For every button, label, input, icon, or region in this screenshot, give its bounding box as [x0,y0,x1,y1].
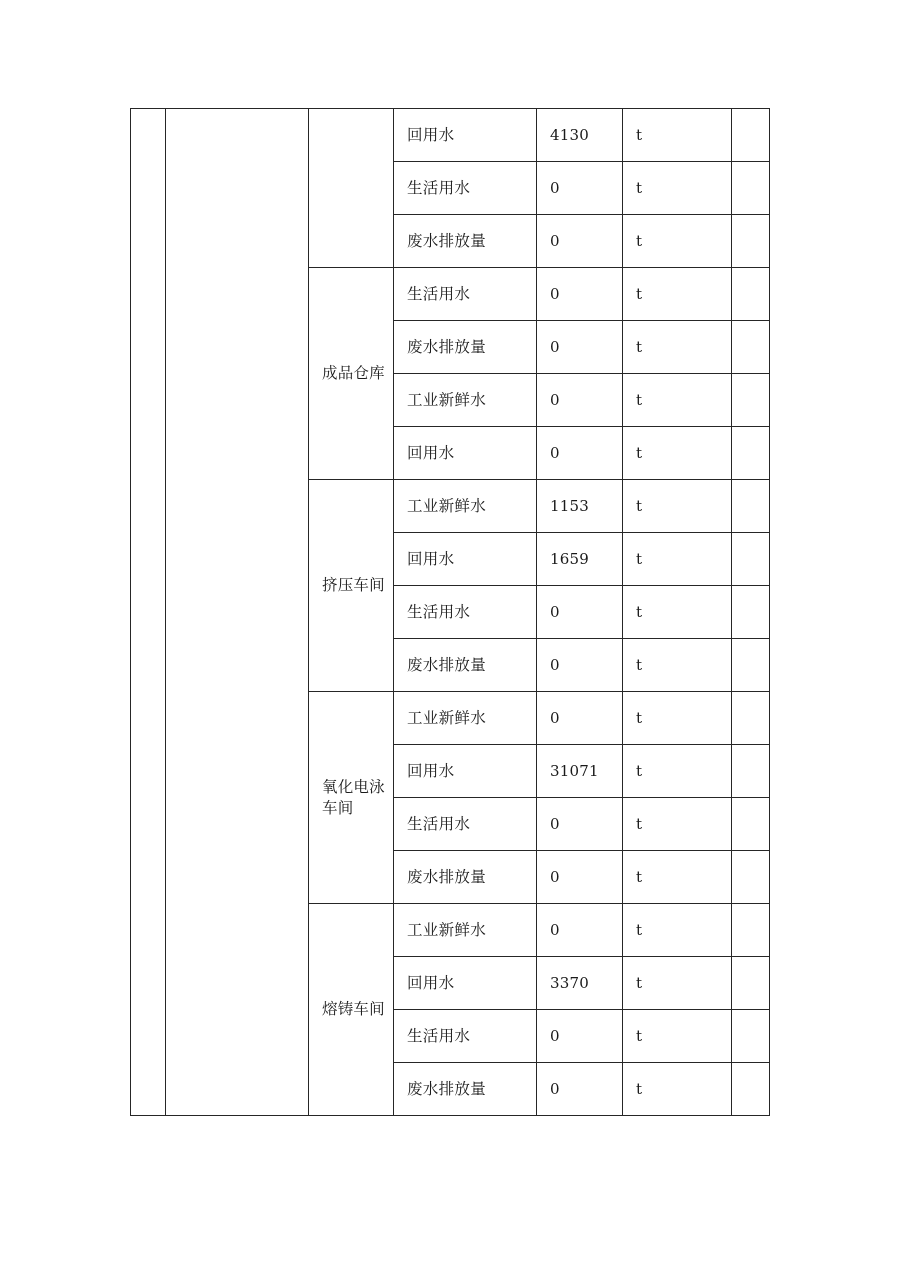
item-label-cell [394,851,537,904]
unit-cell [623,586,732,639]
item-label-cell [394,374,537,427]
water-usage-table [130,108,770,1116]
value-cell [537,215,623,268]
value-cell [537,745,623,798]
item-label-cell [394,427,537,480]
unit-cell [623,1063,732,1116]
unit-text: t [636,708,643,727]
unit-text: t [636,973,643,992]
value-text: 1153 [550,496,589,515]
value-cell [537,586,623,639]
group-label: 氧化电泳车间 [322,777,385,817]
group-label-cell [309,692,394,904]
note-cell [732,1063,770,1116]
item-label-cell [394,162,537,215]
value-cell [537,533,623,586]
note-cell [732,268,770,321]
note-cell [732,321,770,374]
item-label: 废水排放量 [407,655,487,674]
value-cell [537,321,623,374]
unit-cell [623,798,732,851]
value-text: 0 [550,814,560,833]
value-text: 0 [550,443,560,462]
group-label-cell [309,268,394,480]
unit-text: t [636,1079,643,1098]
value-cell [537,904,623,957]
value-text: 1659 [550,549,589,568]
value-cell [537,480,623,533]
note-cell [732,851,770,904]
value-text: 3370 [550,973,589,992]
note-cell [732,639,770,692]
note-cell [732,957,770,1010]
value-text: 0 [550,920,560,939]
value-text: 0 [550,655,560,674]
value-cell [537,162,623,215]
unit-text: t [636,602,643,621]
value-cell [537,268,623,321]
value-text: 0 [550,231,560,250]
unit-cell [623,904,732,957]
note-cell [732,427,770,480]
unit-text: t [636,761,643,780]
item-label: 生活用水 [407,1026,471,1045]
table-row [131,109,770,162]
group-label-cell [309,904,394,1116]
value-text: 4130 [550,125,589,144]
group-label-cell [309,480,394,692]
item-label-cell [394,798,537,851]
item-label: 回用水 [407,549,455,568]
cell-col-b-continued [166,109,309,1116]
note-cell [732,1010,770,1063]
group-label-cell [309,109,394,268]
unit-cell [623,957,732,1010]
item-label-cell [394,268,537,321]
unit-cell [623,109,732,162]
value-text: 0 [550,602,560,621]
note-cell [732,586,770,639]
note-cell [732,745,770,798]
group-label: 成品仓库 [322,364,385,383]
value-text: 0 [550,867,560,886]
note-cell [732,798,770,851]
item-label-cell [394,904,537,957]
unit-text: t [636,125,643,144]
unit-text: t [636,443,643,462]
value-cell [537,639,623,692]
item-label: 工业新鲜水 [407,390,487,409]
note-cell [732,480,770,533]
unit-text: t [636,920,643,939]
value-cell [537,851,623,904]
unit-text: t [636,549,643,568]
item-label: 工业新鲜水 [407,920,487,939]
item-label: 生活用水 [407,602,471,621]
item-label: 回用水 [407,443,455,462]
value-cell [537,798,623,851]
value-text: 0 [550,390,560,409]
unit-cell [623,851,732,904]
unit-text: t [636,231,643,250]
item-label-cell [394,480,537,533]
item-label: 生活用水 [407,284,471,303]
value-cell [537,427,623,480]
value-text: 0 [550,1079,560,1098]
item-label: 生活用水 [407,178,471,197]
item-label-cell [394,586,537,639]
unit-text: t [636,284,643,303]
note-cell [732,904,770,957]
item-label-cell [394,215,537,268]
item-label-cell [394,745,537,798]
unit-cell [623,533,732,586]
item-label-cell [394,533,537,586]
note-cell [732,692,770,745]
item-label-cell [394,692,537,745]
value-cell [537,374,623,427]
unit-cell [623,1010,732,1063]
value-text: 0 [550,178,560,197]
unit-cell [623,374,732,427]
group-label: 挤压车间 [322,576,385,595]
value-cell [537,1010,623,1063]
item-label: 工业新鲜水 [407,496,487,515]
item-label-cell [394,957,537,1010]
value-text: 31071 [550,761,599,780]
unit-cell [623,745,732,798]
unit-text: t [636,178,643,197]
unit-cell [623,427,732,480]
item-label-cell [394,639,537,692]
note-cell [732,162,770,215]
note-cell [732,374,770,427]
item-label-cell [394,109,537,162]
item-label: 回用水 [407,761,455,780]
unit-text: t [636,496,643,515]
unit-cell [623,480,732,533]
value-text: 0 [550,284,560,303]
item-label: 工业新鲜水 [407,708,487,727]
note-cell [732,533,770,586]
item-label: 废水排放量 [407,867,487,886]
value-text: 0 [550,1026,560,1045]
cell-col-a-continued [131,109,166,1116]
item-label: 回用水 [407,973,455,992]
item-label: 废水排放量 [407,1079,487,1098]
item-label-cell [394,321,537,374]
item-label: 废水排放量 [407,337,487,356]
item-label-cell [394,1010,537,1063]
table-body [131,109,770,1116]
unit-cell [623,639,732,692]
value-cell [537,957,623,1010]
unit-text: t [636,655,643,674]
item-label: 废水排放量 [407,231,487,250]
unit-cell [623,321,732,374]
unit-cell [623,162,732,215]
value-cell [537,1063,623,1116]
unit-text: t [636,390,643,409]
value-cell [537,692,623,745]
item-label: 生活用水 [407,814,471,833]
value-cell [537,109,623,162]
group-label: 熔铸车间 [322,1000,385,1019]
item-label-cell [394,1063,537,1116]
unit-text: t [636,337,643,356]
value-text: 0 [550,708,560,727]
unit-cell [623,215,732,268]
unit-text: t [636,867,643,886]
unit-cell [623,268,732,321]
unit-cell [623,692,732,745]
unit-text: t [636,814,643,833]
item-label: 回用水 [407,125,455,144]
note-cell [732,109,770,162]
unit-text: t [636,1026,643,1045]
note-cell [732,215,770,268]
value-text: 0 [550,337,560,356]
